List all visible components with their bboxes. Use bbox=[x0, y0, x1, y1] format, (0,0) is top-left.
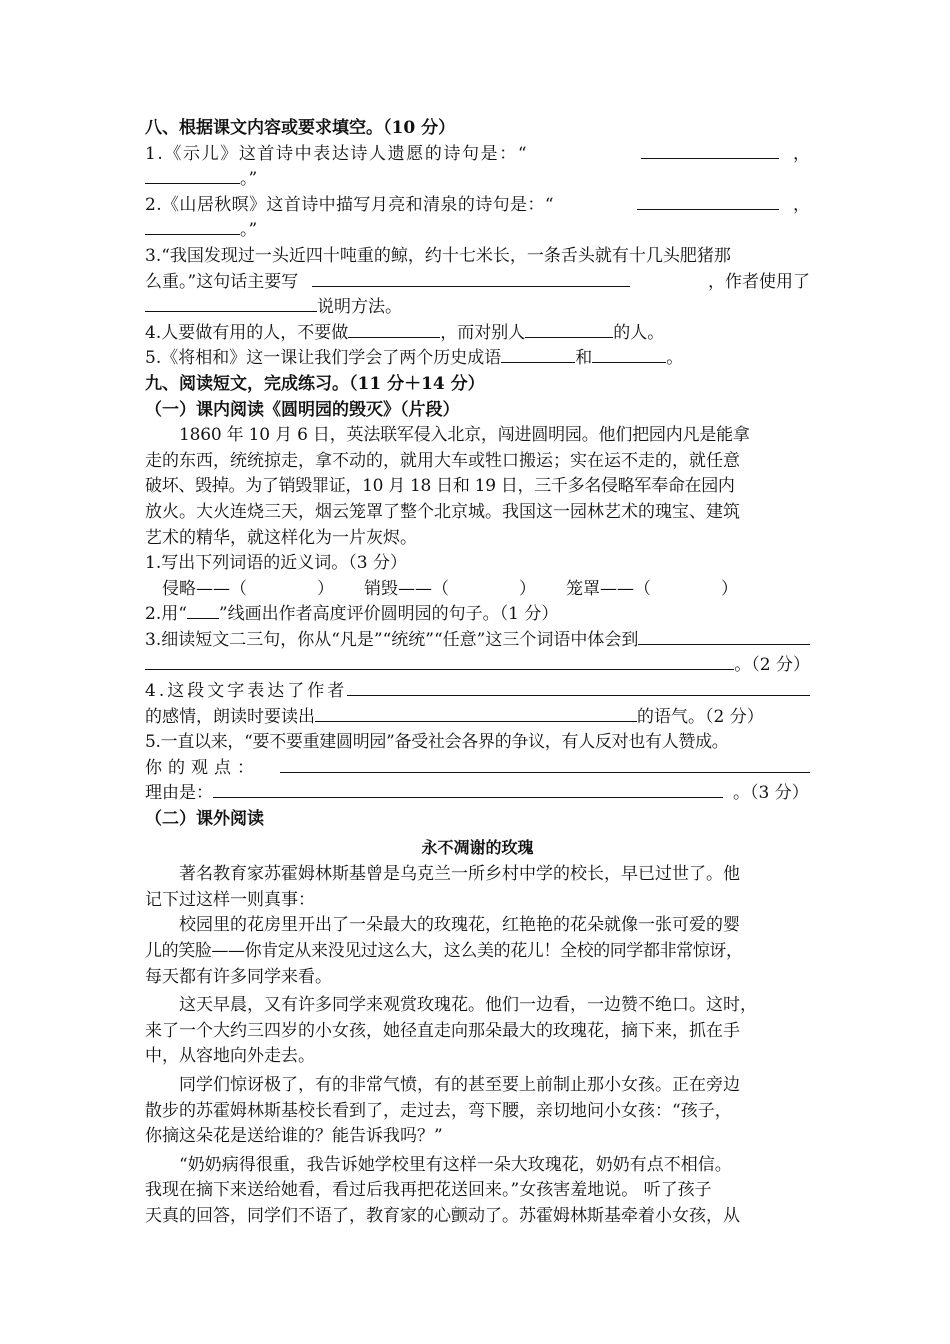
s8-q1-line2 bbox=[145, 167, 810, 193]
s8-q1-blank1[interactable] bbox=[641, 142, 779, 159]
story-line: “奶奶病得很重，我告诉她学校里有这样一朵大玫瑰花，奶奶有点不相信。 bbox=[179, 1154, 732, 1175]
story-line: 这天早晨，又有许多同学来观赏玫瑰花。他们一边看，一边赞不绝口。这时， bbox=[179, 995, 757, 1016]
s9-q2-text2: ”线画出作者高度评价圆明园的句子。（1 分） bbox=[218, 604, 559, 625]
story-line: 同学们惊讶极了，有的非常气愤，有的甚至要上前制止那小女孩。正在旁边 bbox=[179, 1074, 740, 1095]
close-paren: ） bbox=[519, 578, 536, 599]
close-quote: 。” bbox=[240, 169, 258, 190]
s9-q1: 1.写出下列词语的近义词。（3 分） bbox=[145, 553, 407, 574]
story-paragraph bbox=[145, 913, 810, 990]
exam-page bbox=[145, 116, 810, 1230]
s9-q3-text: 3.细读短文二三句，你从“凡是”“统统”“任意”这三个词语中体会到 bbox=[145, 629, 639, 650]
s9-q5-blank1[interactable] bbox=[280, 756, 810, 773]
story-line: 中，从容地向外走去。 bbox=[145, 1046, 315, 1067]
s9-q4-text3: 的语气。（2 分） bbox=[637, 706, 764, 727]
s9-q5-blank2[interactable] bbox=[213, 781, 723, 798]
s8-q2-blank1[interactable] bbox=[637, 193, 779, 210]
story-line: 记下过这样一则真事： bbox=[145, 889, 315, 910]
story-paragraph bbox=[145, 862, 810, 913]
part1-title: （一）课内阅读《圆明园的毁灭》（片段） bbox=[145, 399, 460, 420]
s8-q5-text: 5.《将相和》这一课让我们学会了两个历史成语 bbox=[145, 348, 502, 369]
passage-line: 艺术的精华，就这样化为一片灰烬。 bbox=[145, 527, 417, 548]
s8-q3-blank1[interactable] bbox=[312, 270, 630, 287]
comma: ， bbox=[793, 143, 810, 164]
s9-q4-text2: 的感情，朗读时要读出 bbox=[145, 706, 315, 727]
story bbox=[145, 862, 810, 1229]
s8-q3-text: 么重。”这句话主要写 bbox=[145, 271, 299, 292]
s9-q4-line1 bbox=[145, 679, 810, 705]
close-quote: 。” bbox=[240, 220, 258, 241]
passage-line: 走的东西，统统掠走，拿不动的，就用大车或牲口搬运；实在运不走的，就任意 bbox=[145, 450, 740, 471]
s8-q1-blank2[interactable] bbox=[145, 167, 240, 184]
passage bbox=[145, 423, 810, 551]
story-line: 著名教育家苏霍姆林斯基曾是乌克兰一所乡村中学的校长，早已过世了。他 bbox=[179, 864, 740, 885]
s9-q4-blank2[interactable] bbox=[315, 705, 637, 722]
s9-q3-blank1[interactable] bbox=[638, 628, 810, 645]
s9-q5-reason: 理由是： bbox=[145, 783, 213, 804]
s8-q3-text2: ，作者使用了 bbox=[708, 271, 810, 292]
story-paragraph bbox=[145, 1153, 810, 1230]
part2-title: （二）课外阅读 bbox=[145, 809, 264, 830]
s9-q4-text: 4.这段文字表达了作者 bbox=[145, 681, 348, 702]
s9-q5-line3 bbox=[145, 781, 810, 807]
s8-q3-line3 bbox=[145, 295, 810, 321]
s8-q2-blank2[interactable] bbox=[145, 218, 240, 235]
story-line: 散步的苏霍姆林斯基校长看到了，走过去，弯下腰，亲切地问小女孩：“孩子， bbox=[145, 1100, 732, 1121]
comma: ， bbox=[793, 194, 810, 215]
s9-q3-line2 bbox=[145, 653, 810, 679]
s9-q5-opinion: 你的观点： bbox=[145, 757, 260, 778]
story-line: 儿的笑脸——你肯定从来没见过这么大，这么美的花儿！全校的同学都非常惊讶， bbox=[145, 941, 743, 961]
word-1: 侵略——（ bbox=[162, 578, 247, 599]
s8-q4 bbox=[145, 321, 810, 347]
s8-q1-line1 bbox=[145, 142, 810, 168]
s9-q3-line1 bbox=[145, 628, 810, 654]
word-2: 销毁——（ bbox=[364, 578, 449, 599]
s9-q2 bbox=[145, 602, 810, 628]
s8-q5-blank1[interactable] bbox=[501, 346, 575, 363]
passage-line: 放火。大火连烧三天，烟云笼罩了整个北京城。我国这一园林艺术的瑰宝、建筑 bbox=[145, 501, 740, 522]
s9-q5-score: 。（3 分） bbox=[733, 783, 809, 804]
story-line: 来了一个大约三四岁的小女孩，她径直走向那朵最大的玫瑰花，摘下来，抓在手 bbox=[145, 1020, 740, 1041]
s8-q4-text3: 的人。 bbox=[613, 322, 665, 343]
s8-q2-text: 2.《山居秋暝》这首诗中描写月亮和清泉的诗句是：“ bbox=[145, 194, 554, 215]
s8-q1-text: 1.《示儿》这首诗中表达诗人遗愿的诗句是：“ bbox=[145, 143, 529, 164]
story-line: 你摘这朵花是送给谁的？能告诉我吗？” bbox=[145, 1126, 443, 1147]
story-paragraph bbox=[145, 993, 810, 1070]
story-line: 校园里的花房里开出了一朵最大的玫瑰花，红艳艳的花朵就像一张可爱的婴 bbox=[179, 915, 740, 936]
story-line: 天真的回答，同学们不语了，教育家的心颤动了。苏霍姆林斯基牵着小女孩，从 bbox=[145, 1205, 740, 1226]
story-line: 每天都有许多同学来看。 bbox=[145, 966, 332, 987]
s8-q3-blank2[interactable] bbox=[145, 295, 317, 312]
s8-q5-text2: 和 bbox=[575, 348, 593, 369]
underline-sample bbox=[187, 602, 219, 619]
s9-q4-line2 bbox=[145, 705, 810, 731]
story-paragraph bbox=[145, 1073, 810, 1150]
story-line: 我现在摘下来送给她看，看过后我再把花送回来。”女孩害羞地说。 听了孩子 bbox=[145, 1180, 712, 1201]
s9-q5-line1: 5.一直以来，“要不要重建圆明园”备受社会各界的争议，有人反对也有人赞成。 bbox=[145, 732, 729, 753]
s8-q5 bbox=[145, 346, 810, 372]
story-title: 永不凋谢的玫瑰 bbox=[421, 837, 534, 857]
s9-q4-blank1[interactable] bbox=[347, 679, 810, 696]
s8-q2-line1 bbox=[145, 193, 810, 219]
s8-q3-text3: 说明方法。 bbox=[317, 297, 402, 318]
s9-q3-blank2[interactable] bbox=[145, 653, 734, 670]
s9-q1-words bbox=[145, 577, 810, 603]
s8-q4-blank1[interactable] bbox=[348, 321, 440, 338]
s8-q4-blank2[interactable] bbox=[525, 321, 613, 338]
word-3: 笼罩——（ bbox=[566, 578, 651, 599]
s8-q4-text: 4.人要做有用的人，不要做 bbox=[145, 322, 349, 343]
s8-q4-text2: ，而对别人 bbox=[440, 322, 526, 343]
s8-q3-line1: 3.“我国发现过一头近四十吨重的鲸，约十七米长，一条舌头就有十几头肥猪那 bbox=[145, 245, 731, 266]
s9-q3-score: 。（2 分） bbox=[734, 655, 810, 676]
passage-line: 破坏、毁掉。为了销毁罪证，10 月 18 日和 19 日，三千多名侵略军奉命在园内 bbox=[145, 476, 735, 497]
section-9-title: 九、阅读短文，完成练习。（11 分＋14 分） bbox=[145, 373, 485, 394]
close-paren: ） bbox=[721, 578, 738, 599]
s9-q2-text: 2.用“ bbox=[145, 604, 187, 625]
s8-q3-line2 bbox=[145, 270, 810, 296]
s8-q2-line2 bbox=[145, 218, 810, 244]
s9-q5-line2 bbox=[145, 756, 810, 782]
s8-q5-text3: 。 bbox=[666, 348, 684, 369]
close-paren: ） bbox=[317, 578, 334, 599]
s8-q5-blank2[interactable] bbox=[592, 346, 666, 363]
section-8-title: 八、根据课文内容或要求填空。（10 分） bbox=[145, 118, 456, 138]
passage-line: 1860 年 10 月 6 日，英法联军侵入北京，闯进圆明园。他们把园内凡是能拿 bbox=[179, 425, 750, 446]
